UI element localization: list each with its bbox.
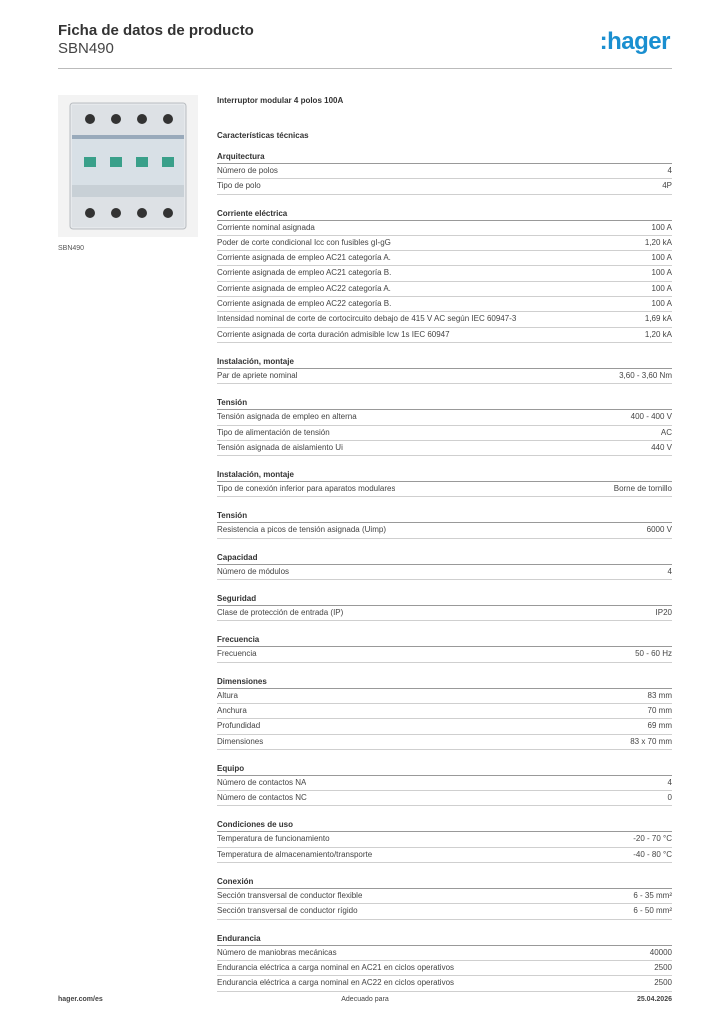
spec-row	[217, 832, 672, 847]
spec-row	[217, 647, 672, 662]
spec-label: Corriente asignada de empleo AC21 categoría B.	[217, 268, 392, 278]
spec-label: Número de polos	[217, 166, 278, 175]
spec-row	[217, 328, 672, 343]
spec-label: Número de contactos NA	[217, 777, 307, 787]
spec-label: Número de módulos	[217, 566, 290, 576]
footer-center: Adecuado para	[341, 996, 389, 1003]
section-title: Endurancia	[217, 932, 672, 946]
spec-row	[217, 719, 672, 734]
spec-label: Endurancia eléctrica a carga nominal en AC22 en ciclos operativos	[217, 978, 455, 988]
spec-value: 0	[667, 793, 672, 803]
section-title: Corriente eléctrica	[217, 207, 672, 221]
spec-label: Sección transversal de conductor rígido	[217, 906, 358, 916]
spec-label: Dimensiones	[217, 736, 264, 746]
spec-section	[217, 207, 672, 343]
spec-row	[217, 221, 672, 236]
spec-label: Clase de protección de entrada (IP)	[217, 608, 344, 618]
spec-value: 400 - 400 V	[630, 412, 672, 422]
section-title: Tensión	[217, 509, 672, 523]
spec-row	[217, 282, 672, 297]
spec-label: Par de apriete nominal	[217, 370, 298, 380]
spec-label: Número de contactos NC	[217, 793, 307, 803]
spec-label: Endurancia eléctrica a carga nominal en AC21 en ciclos operativos	[217, 962, 455, 972]
spec-value: 50 - 60 Hz	[635, 649, 672, 659]
spec-row	[217, 791, 672, 806]
spec-label: Tipo de conexión inferior para aparatos modulares	[217, 484, 396, 494]
spec-section	[217, 396, 672, 456]
spec-label: Temperatura de almacenamiento/transporte	[217, 849, 373, 859]
spec-section	[217, 551, 672, 580]
spec-row	[217, 889, 672, 904]
section-title: Frecuencia	[217, 633, 672, 647]
spec-value: 440 V	[651, 442, 672, 452]
spec-section	[217, 818, 672, 863]
footer-website[interactable]: hager.com/es	[58, 996, 103, 1003]
section-title: Conexión	[217, 875, 672, 889]
spec-value: 4	[667, 777, 672, 787]
spec-value: 3,60 - 3,60 Nm	[619, 370, 672, 380]
spec-row	[217, 164, 672, 179]
spec-section	[217, 932, 672, 992]
spec-row	[217, 312, 672, 327]
spec-value: 6 - 35 mm²	[633, 891, 672, 901]
spec-label: Frecuencia	[217, 649, 257, 659]
spec-label: Sección transversal de conductor flexible	[217, 891, 363, 901]
image-caption: SBN490	[58, 245, 85, 252]
spec-value: -40 - 80 °C	[633, 849, 672, 859]
spec-row	[217, 441, 672, 456]
product-image	[58, 95, 198, 237]
spec-value: 4	[667, 166, 672, 175]
spec-section	[217, 875, 672, 920]
spec-section	[217, 592, 672, 621]
section-title: Instalación, montaje	[217, 468, 672, 482]
section-title: Seguridad	[217, 592, 672, 606]
spec-row	[217, 689, 672, 704]
spec-section	[217, 762, 672, 807]
product-code: SBN490	[58, 40, 114, 57]
spec-value: 2500	[654, 978, 672, 988]
spec-label: Número de maniobras mecánicas	[217, 947, 337, 957]
spec-value: 70 mm	[647, 705, 672, 715]
spec-sections	[217, 150, 672, 992]
spec-row	[217, 848, 672, 863]
spec-row	[217, 946, 672, 961]
spec-label: Altura	[217, 690, 238, 700]
tech-heading: Características técnicas	[217, 131, 309, 140]
spec-section	[217, 675, 672, 750]
spec-value: 83 x 70 mm	[630, 736, 672, 746]
spec-row	[217, 266, 672, 281]
spec-value: 1,69 kA	[644, 314, 672, 324]
spec-label: Corriente asignada de empleo AC22 categoría A.	[217, 283, 391, 293]
spec-label: Corriente nominal asignada	[217, 222, 315, 232]
spec-label: Intensidad nominal de corte de cortocircuito debajo de 415 V AC según IEC 60947-3	[217, 314, 517, 324]
spec-row	[217, 297, 672, 312]
page-header	[58, 22, 672, 68]
spec-label: Tensión asignada de aislamiento Ui	[217, 442, 343, 452]
spec-label: Corriente asignada de corta duración admisible Icw 1s IEC 60947	[217, 329, 450, 339]
section-title: Equipo	[217, 762, 672, 776]
spec-value: Borne de tornillo	[613, 484, 672, 494]
spec-label: Profundidad	[217, 721, 261, 731]
spec-row	[217, 236, 672, 251]
spec-value: 1,20 kA	[644, 237, 672, 247]
spec-section	[217, 509, 672, 538]
spec-value: 100 A	[651, 299, 672, 309]
spec-row	[217, 606, 672, 621]
section-title: Condiciones de uso	[217, 818, 672, 832]
spec-label: Resistencia a picos de tensión asignada (Uimp)	[217, 525, 386, 535]
spec-label: Anchura	[217, 705, 247, 715]
spec-value: 1,20 kA	[644, 329, 672, 339]
spec-row	[217, 961, 672, 976]
spec-label: Poder de corte condicional Icc con fusibles gI-gG	[217, 237, 391, 247]
hager-logo[interactable]: :hager	[599, 28, 670, 55]
spec-label: Corriente asignada de empleo AC22 categoría B.	[217, 299, 392, 309]
header-divider	[58, 68, 672, 69]
spec-row	[217, 735, 672, 750]
spec-row	[217, 904, 672, 919]
spec-value: 6000 V	[646, 525, 672, 535]
section-title: Tensión	[217, 396, 672, 410]
spec-value: 40000	[649, 947, 672, 957]
spec-row	[217, 565, 672, 580]
spec-row	[217, 179, 672, 194]
spec-row	[217, 704, 672, 719]
spec-row	[217, 426, 672, 441]
spec-section	[217, 468, 672, 497]
spec-value: 4P	[662, 181, 672, 191]
spec-value: 6 - 50 mm²	[633, 906, 672, 916]
spec-value: AC	[660, 427, 672, 437]
spec-row	[217, 369, 672, 384]
spec-row	[217, 482, 672, 497]
spec-section	[217, 633, 672, 662]
section-title: Instalación, montaje	[217, 355, 672, 369]
spec-value: IP20	[655, 608, 672, 618]
spec-row	[217, 523, 672, 538]
spec-row	[217, 251, 672, 266]
section-title: Arquitectura	[217, 150, 672, 164]
spec-value: 4	[667, 566, 672, 576]
section-title: Dimensiones	[217, 675, 672, 689]
spec-value: -20 - 70 °C	[633, 834, 672, 844]
spec-label: Temperatura de funcionamiento	[217, 834, 330, 844]
page-title: Ficha de datos de producto	[58, 22, 254, 39]
spec-row	[217, 410, 672, 425]
spec-value: 2500	[654, 962, 672, 972]
section-title: Capacidad	[217, 551, 672, 565]
spec-label: Tensión asignada de empleo en alterna	[217, 412, 357, 422]
spec-value: 100 A	[651, 283, 672, 293]
footer-date: 25.04.2026	[636, 996, 672, 1003]
spec-label: Tipo de polo	[217, 181, 261, 191]
spec-value: 69 mm	[647, 721, 672, 731]
spec-value: 83 mm	[647, 690, 672, 700]
spec-section	[217, 355, 672, 384]
spec-row	[217, 976, 672, 991]
spec-content	[217, 95, 672, 1004]
spec-label: Tipo de alimentación de tensión	[217, 427, 330, 437]
spec-section	[217, 150, 672, 195]
spec-value: 100 A	[651, 253, 672, 263]
spec-row	[217, 776, 672, 791]
spec-value: 100 A	[651, 222, 672, 232]
product-description: Interruptor modular 4 polos 100A	[217, 96, 344, 105]
spec-label: Corriente asignada de empleo AC21 categoría A.	[217, 253, 391, 263]
spec-value: 100 A	[651, 268, 672, 278]
